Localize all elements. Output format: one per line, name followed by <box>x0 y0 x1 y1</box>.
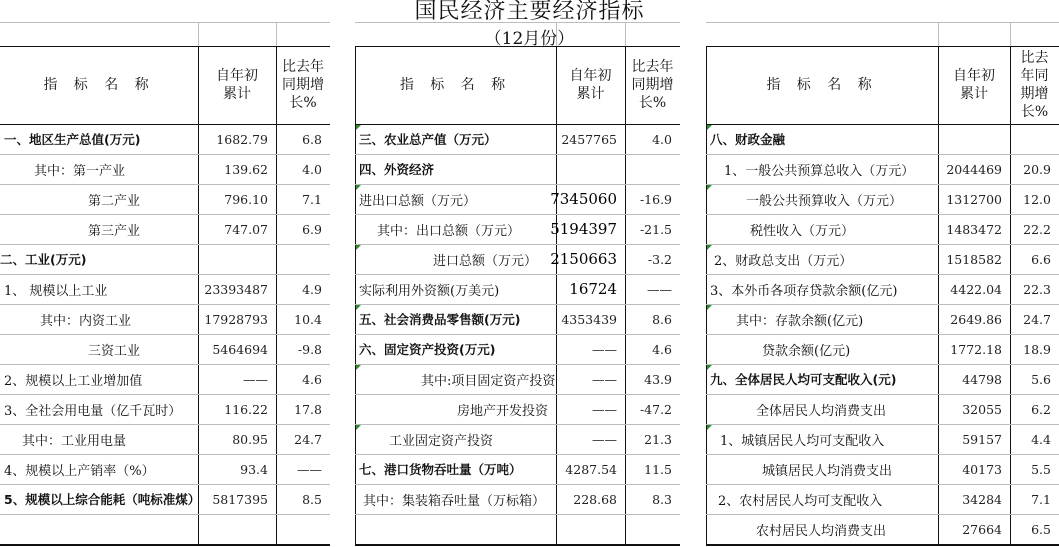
yoy-growth-value: 18.9 <box>1023 341 1051 357</box>
header-yoy-line: 同期增 <box>631 77 674 93</box>
indicator-name: 进口总额（万元） <box>433 253 538 269</box>
header-indicator-name: 指 标 名 称 <box>43 77 155 93</box>
indicator-name: 其中：内资工业 <box>40 313 132 329</box>
header-yoy-line: 期增 <box>1020 86 1049 102</box>
indicator-name: 1、城镇居民人均可支配收入 <box>720 433 885 449</box>
cumulative-value: 59157 <box>962 431 1002 447</box>
yoy-growth-value: 4.0 <box>302 161 322 177</box>
cumulative-value: —— <box>592 371 617 387</box>
grid-line <box>706 22 1059 23</box>
indicator-name: 六、固定资产投资(万元) <box>359 342 496 357</box>
cumulative-value: 80.95 <box>232 431 268 447</box>
cumulative-value <box>556 154 625 184</box>
cell-marker-icon <box>707 425 712 430</box>
header-indicator-name: 指 标 名 称 <box>766 77 878 93</box>
yoy-growth-value: 8.5 <box>302 491 322 507</box>
indicator-name: 四、外资经济 <box>359 162 435 177</box>
cumulative-value: 4422.04 <box>950 281 1002 297</box>
yoy-growth-value <box>276 514 330 544</box>
yoy-growth-value: 22.2 <box>1023 221 1051 237</box>
indicator-name: 七、港口货物吞吐量（万吨） <box>359 462 522 477</box>
cumulative-value: 5464694 <box>212 341 268 357</box>
header-yoy-line: 比去年 <box>282 59 324 75</box>
indicator-name: 税性收入（万元） <box>750 223 855 239</box>
cumulative-value: 1312700 <box>946 191 1002 207</box>
cumulative-value: 2649.86 <box>950 311 1002 327</box>
header-yoy-line: 比去年 <box>631 59 674 75</box>
indicator-name: 2、财政总支出（万元） <box>714 253 853 269</box>
indicator-name: 一、地区生产总值(万元) <box>4 132 141 147</box>
indicator-name: 第三产业 <box>88 223 141 239</box>
indicator-name: 3、全社会用电量（亿千瓦时） <box>4 403 182 419</box>
cumulative-value: 747.07 <box>224 221 268 237</box>
cumulative-value: 1518582 <box>946 251 1002 267</box>
cumulative-value: 4287.54 <box>565 461 617 477</box>
yoy-growth-value: —— <box>297 461 322 477</box>
cell-marker-icon <box>707 365 712 370</box>
yoy-growth-value: 24.7 <box>294 431 322 447</box>
cumulative-value: 27664 <box>962 521 1002 537</box>
yoy-growth-value: 6.8 <box>302 131 322 147</box>
indicator-name: 第二产业 <box>88 193 141 209</box>
yoy-growth-value: 6.6 <box>1031 251 1051 267</box>
header-cumulative-line: 自年初 <box>569 68 612 84</box>
header-yoy-growth <box>1010 46 1059 124</box>
page-title: 国民经济主要经济指标 <box>414 0 645 24</box>
cumulative-value: 2457765 <box>561 131 617 147</box>
indicator-name: 3、本外币各项存贷款余额(亿元) <box>710 283 898 299</box>
header-cumulative-line: 累计 <box>223 86 251 102</box>
indicator-name: 五、社会消费品零售额(万元) <box>359 312 521 327</box>
cumulative-value <box>198 514 276 544</box>
header-yoy-line: 比去 <box>1020 50 1049 66</box>
yoy-growth-value <box>1010 124 1059 154</box>
header-cumulative-line: 累计 <box>576 86 605 102</box>
indicator-name: 其中：集装箱吞吐量（万标箱） <box>363 493 546 509</box>
yoy-growth-value: -16.9 <box>639 191 672 207</box>
yoy-growth-value: 6.5 <box>1031 521 1051 537</box>
yoy-growth-value <box>625 514 680 544</box>
cell-marker-icon <box>356 305 361 310</box>
indicator-name: 5、规模以上综合能耗（吨标准煤） <box>4 492 201 507</box>
grid-line <box>1010 22 1011 46</box>
grid-line <box>0 22 330 23</box>
indicator-name: 2、规模以上工业增加值 <box>4 373 143 389</box>
cumulative-value: 40173 <box>962 461 1002 477</box>
indicator-name: 1、 规模以上工业 <box>4 283 108 299</box>
indicator-name: 2、农村居民人均可支配收入 <box>718 493 883 509</box>
yoy-growth-value: 4.6 <box>652 341 672 357</box>
indicator-name: 城镇居民人均消费支出 <box>762 463 893 479</box>
yoy-growth-value: 8.3 <box>652 491 672 507</box>
header-yoy-growth <box>625 46 680 124</box>
grid-line <box>938 22 939 46</box>
cell-marker-icon <box>356 365 361 370</box>
row-border <box>0 544 330 546</box>
indicator-name: 二、工业(万元) <box>0 252 87 267</box>
yoy-growth-value: 11.5 <box>644 461 672 477</box>
grid-line <box>198 22 199 46</box>
header-yoy-growth <box>276 46 330 124</box>
cell-marker-icon <box>356 245 361 250</box>
indicator-name: 其中：存款余额(亿元) <box>736 313 864 329</box>
indicator-name: 房地产开发投资 <box>457 403 549 419</box>
cumulative-value: 32055 <box>962 401 1002 417</box>
yoy-growth-value: 22.3 <box>1023 281 1051 297</box>
indicator-name <box>0 514 198 544</box>
cell-marker-icon <box>356 425 361 430</box>
yoy-growth-value: 20.9 <box>1023 161 1051 177</box>
cumulative-value: —— <box>243 371 268 387</box>
grid-line <box>625 22 626 46</box>
indicator-name: 一般公共预算收入（万元） <box>746 193 903 209</box>
header-cumulative-line: 累计 <box>960 86 988 102</box>
cumulative-value: —— <box>592 431 617 447</box>
cumulative-value: 7345060 <box>550 190 617 208</box>
indicator-name: 1、一般公共预算总收入（万元） <box>724 163 915 179</box>
cumulative-value: 1682.79 <box>216 131 268 147</box>
cumulative-value: 796.10 <box>224 191 268 207</box>
yoy-growth-value: -47.2 <box>639 401 672 417</box>
header-yoy-line: 长% <box>1020 104 1049 120</box>
cumulative-value: 1772.18 <box>950 341 1002 357</box>
header-yoy-line: 长% <box>289 95 317 111</box>
indicator-name: 贷款余额(亿元) <box>762 343 851 359</box>
row-border <box>355 544 680 546</box>
indicator-name: 工业固定资产投资 <box>389 433 494 449</box>
cumulative-value: —— <box>592 341 617 357</box>
cumulative-value: 17928793 <box>204 311 268 327</box>
grid-line <box>556 22 557 46</box>
cell-marker-icon <box>707 245 712 250</box>
yoy-growth-value: 5.6 <box>1031 371 1051 387</box>
header-indicator-name: 指 标 名 称 <box>399 77 512 93</box>
header-yoy-line: 同期增 <box>282 77 324 93</box>
cumulative-value: 44798 <box>962 371 1002 387</box>
yoy-growth-value: 6.2 <box>1031 401 1051 417</box>
header-yoy-line: 年同 <box>1020 68 1049 84</box>
cumulative-value: 23393487 <box>204 281 268 297</box>
cumulative-value: 5817395 <box>212 491 268 507</box>
yoy-growth-value: 8.6 <box>652 311 672 327</box>
yoy-growth-value: 21.3 <box>644 431 672 447</box>
cumulative-value: 139.62 <box>224 161 268 177</box>
cell-marker-icon <box>356 185 361 190</box>
yoy-growth-value: 6.9 <box>302 221 322 237</box>
grid-line <box>355 22 680 23</box>
cell-marker-icon <box>356 125 361 130</box>
yoy-growth-value: —— <box>647 281 672 297</box>
indicator-name: 农村居民人均消费支出 <box>756 523 887 539</box>
header-cumulative-line: 自年初 <box>953 68 995 84</box>
indicator-name: 全体居民人均消费支出 <box>756 403 887 419</box>
yoy-growth-value: -21.5 <box>639 221 672 237</box>
cumulative-value: 16724 <box>569 280 617 298</box>
yoy-growth-value: 4.6 <box>302 371 322 387</box>
indicator-name: 其中:项目固定资产投资 <box>421 373 556 389</box>
header-cumulative <box>556 46 625 124</box>
yoy-growth-value <box>625 154 680 184</box>
yoy-growth-value: 4.0 <box>652 131 672 147</box>
yoy-growth-value: 10.4 <box>294 311 322 327</box>
yoy-growth-value: 17.8 <box>294 401 322 417</box>
yoy-growth-value <box>276 244 330 274</box>
page-subtitle: （12月份） <box>484 29 575 49</box>
cumulative-value <box>198 244 276 274</box>
yoy-growth-value: 7.1 <box>302 191 322 207</box>
cumulative-value: 2044469 <box>946 161 1002 177</box>
cumulative-value: 5194397 <box>550 220 617 238</box>
indicator-name: 三、农业总产值（万元） <box>359 132 497 147</box>
cumulative-value: 2150663 <box>550 250 617 268</box>
cumulative-value: 1483472 <box>946 221 1002 237</box>
cell-marker-icon <box>707 125 712 130</box>
cumulative-value: 228.68 <box>573 491 617 507</box>
yoy-growth-value: 43.9 <box>644 371 672 387</box>
cumulative-value: —— <box>592 401 617 417</box>
cumulative-value: 93.4 <box>240 461 268 477</box>
cumulative-value <box>938 124 1010 154</box>
indicator-name: 实际利用外资额(万美元) <box>359 283 500 299</box>
yoy-growth-value: -3.2 <box>647 251 672 267</box>
yoy-growth-value: 24.7 <box>1023 311 1051 327</box>
indicator-name: 进出口总额（万元） <box>359 193 477 209</box>
yoy-growth-value: 12.0 <box>1023 191 1051 207</box>
indicator-name <box>355 514 556 544</box>
header-yoy-line: 长% <box>638 95 667 111</box>
indicator-name: 其中：第一产业 <box>34 163 126 179</box>
indicator-name: 其中：出口总额（万元） <box>377 223 521 239</box>
indicator-name: 九、全体居民人均可支配收入(元) <box>710 372 897 387</box>
indicator-name: 三资工业 <box>88 343 141 359</box>
header-cumulative-line: 自年初 <box>216 68 258 84</box>
yoy-growth-value: 4.9 <box>302 281 322 297</box>
cumulative-value: 34284 <box>962 491 1002 507</box>
row-border <box>706 544 1059 546</box>
yoy-growth-value: 4.4 <box>1031 431 1051 447</box>
indicator-name: 八、财政金融 <box>710 132 786 147</box>
cell-marker-icon <box>707 185 712 190</box>
cumulative-value: 116.22 <box>224 401 268 417</box>
cumulative-value <box>556 514 625 544</box>
grid-line <box>276 22 277 46</box>
header-cumulative <box>198 46 276 124</box>
cell-marker-icon <box>707 305 712 310</box>
indicator-name: 4、规模以上产销率（%） <box>4 463 155 479</box>
yoy-growth-value: 5.5 <box>1031 461 1051 477</box>
cumulative-value: 4353439 <box>561 311 617 327</box>
indicator-name: 其中：工业用电量 <box>22 433 127 449</box>
header-cumulative <box>938 46 1010 124</box>
yoy-growth-value: 7.1 <box>1031 491 1051 507</box>
yoy-growth-value: -9.8 <box>297 341 322 357</box>
